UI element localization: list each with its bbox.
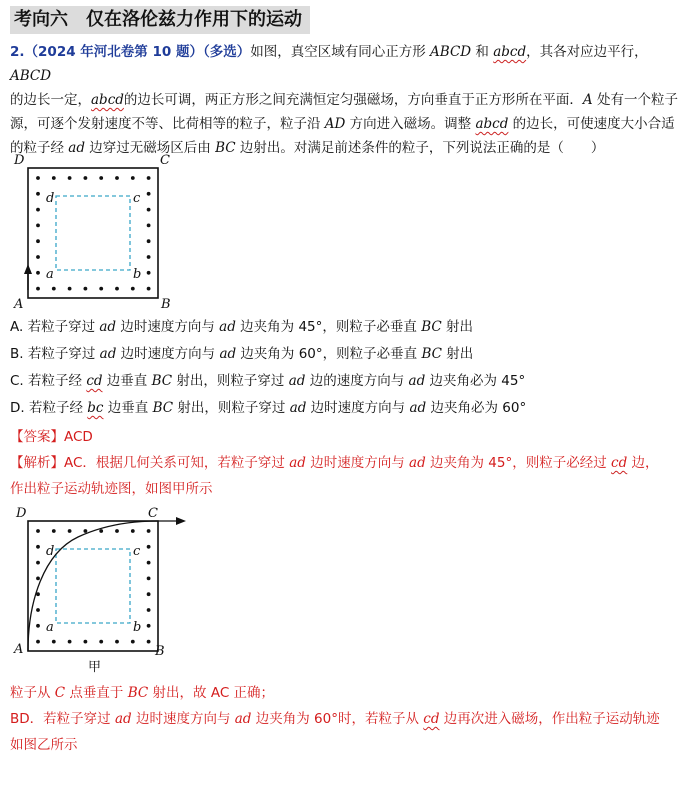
label-d: d bbox=[46, 544, 55, 559]
field-dot bbox=[147, 592, 151, 596]
figure-2 bbox=[10, 505, 195, 675]
field-dot bbox=[115, 176, 119, 180]
label-a: a bbox=[46, 267, 54, 282]
field-dot bbox=[84, 640, 88, 644]
field-dot bbox=[147, 255, 151, 259]
option-c[interactable]: C. 若粒子经 cd 边垂直 BC 射出，则粒子穿过 ad 边的速度方向与 ad 边夹角必为 45° bbox=[10, 373, 526, 389]
question-text: 2.（2024 年河北卷第 10 题）（多选）如图，真空区域有同心正方形 ABCD 和 abcd，其各对应边平行，ABCD 的边长一定，abcd的边长可调，两正方形之间充满恒定匀强磁场，方向垂直于正方形所在平面．A 处有一个粒子源，可逐个发射速度不等、比荷相等的粒子，粒子沿 AD 方向进入磁场。调整 abcd 的边长，可使速度大小合适的粒子经 ad 边穿过无磁场区后由 BC 边射出。对满足前述条件的粒子，下列说法正确的是（ ） bbox=[10, 44, 678, 156]
field-dot bbox=[147, 640, 151, 644]
field-dot bbox=[36, 545, 40, 549]
field-dot bbox=[36, 224, 40, 228]
figure-caption: 甲 bbox=[88, 660, 102, 675]
label-b: b bbox=[133, 620, 142, 635]
field-dot bbox=[36, 255, 40, 259]
answer-tag: 【答案】 bbox=[10, 429, 64, 445]
field-dot bbox=[52, 529, 56, 533]
field-dot bbox=[147, 208, 151, 212]
field-dot bbox=[84, 176, 88, 180]
field-dot bbox=[147, 224, 151, 228]
field-dot bbox=[131, 287, 135, 291]
field-dot bbox=[99, 640, 103, 644]
label-B: B bbox=[161, 297, 171, 310]
label-A: A bbox=[14, 642, 24, 657]
field-dot bbox=[147, 287, 151, 291]
conclusion-line: 粒子从 C 点垂直于 BC 射出，故 AC 正确； bbox=[10, 685, 275, 701]
field-dot bbox=[36, 239, 40, 243]
field-dot bbox=[36, 624, 40, 628]
field-dot bbox=[147, 176, 151, 180]
field-dot bbox=[52, 640, 56, 644]
label-A: A bbox=[14, 297, 24, 310]
field-dot bbox=[131, 176, 135, 180]
field-dot bbox=[68, 287, 72, 291]
label-C: C bbox=[148, 506, 158, 521]
label-a: a bbox=[46, 620, 54, 635]
velocity-arrow-head bbox=[24, 264, 32, 274]
field-dot bbox=[147, 529, 151, 533]
field-dot bbox=[36, 561, 40, 565]
question-number: 2. bbox=[10, 44, 25, 60]
field-dot bbox=[147, 271, 151, 275]
field-dot bbox=[147, 239, 151, 243]
option-a[interactable]: A. 若粒子穿过 ad 边时速度方向与 ad 边夹角为 45°，则粒子必垂直 BC 射出 bbox=[10, 319, 473, 335]
label-B: B bbox=[155, 644, 165, 659]
answer-value: ACD bbox=[64, 429, 93, 445]
field-dot bbox=[36, 271, 40, 275]
field-dot bbox=[36, 208, 40, 212]
field-dot bbox=[147, 577, 151, 581]
label-c: c bbox=[133, 191, 141, 206]
trajectory-arrow-head bbox=[176, 517, 186, 525]
option-d[interactable]: D. 若粒子经 bc 边垂直 BC 射出，则粒子穿过 ad 边时速度方向与 ad 边夹角必为 60° bbox=[10, 400, 527, 416]
field-dot bbox=[36, 577, 40, 581]
field-dot bbox=[84, 287, 88, 291]
field-dot bbox=[147, 192, 151, 196]
question-source: （2024 年河北卷第 10 题）（多选） bbox=[24, 44, 251, 60]
field-dot bbox=[68, 529, 72, 533]
field-dot bbox=[131, 640, 135, 644]
label-d: d bbox=[46, 191, 55, 206]
analysis-tag: 【解析】 bbox=[10, 455, 64, 471]
label-D: D bbox=[14, 153, 25, 168]
inner-square bbox=[56, 549, 130, 623]
section-header: 考向六 仅在洛伦兹力作用下的运动 bbox=[10, 6, 310, 34]
field-dot bbox=[84, 529, 88, 533]
field-dot bbox=[147, 545, 151, 549]
option-b[interactable]: B. 若粒子穿过 ad 边时速度方向与 ad 边夹角为 60°，则粒子必垂直 BC 射出 bbox=[10, 346, 474, 362]
answer-line bbox=[10, 426, 93, 448]
field-dot bbox=[68, 640, 72, 644]
field-dot bbox=[99, 287, 103, 291]
field-dot bbox=[36, 640, 40, 644]
label-C: C bbox=[160, 153, 170, 168]
field-dot bbox=[115, 529, 119, 533]
label-b: b bbox=[133, 267, 142, 282]
label-c: c bbox=[133, 544, 141, 559]
field-dot bbox=[36, 608, 40, 612]
label-D: D bbox=[16, 506, 27, 521]
field-dot bbox=[52, 287, 56, 291]
field-dot bbox=[52, 176, 56, 180]
field-dot bbox=[115, 640, 119, 644]
field-dot bbox=[99, 529, 103, 533]
bd-analysis-text: BD．若粒子穿过 ad 边时速度方向与 ad 边夹角为 60°时，若粒子从 cd 边再次进入磁场，作出粒子运动轨迹 如图乙所示 bbox=[10, 711, 660, 753]
field-dot bbox=[147, 608, 151, 612]
field-dot bbox=[115, 287, 119, 291]
field-dot bbox=[36, 529, 40, 533]
analysis-text: 【解析】AC．根据几何关系可知，若粒子穿过 ad 边时速度方向与 ad 边夹角为 45°，则粒子必经过 cd 边， 作出粒子运动轨迹图，如图甲所示 bbox=[10, 455, 659, 497]
field-dot bbox=[36, 176, 40, 180]
field-dot bbox=[36, 192, 40, 196]
field-dot bbox=[68, 176, 72, 180]
field-dot bbox=[99, 176, 103, 180]
field-dot bbox=[131, 529, 135, 533]
figure-1 bbox=[10, 150, 180, 310]
field-dot bbox=[36, 287, 40, 291]
field-dot bbox=[147, 624, 151, 628]
inner-square bbox=[56, 196, 130, 270]
field-dot bbox=[147, 561, 151, 565]
